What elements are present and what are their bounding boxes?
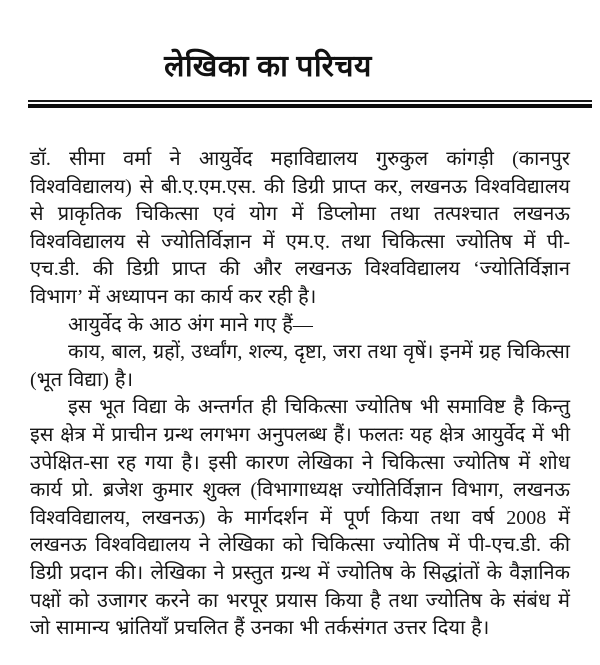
title-rule (28, 100, 592, 108)
document-body (30, 146, 570, 643)
paragraph-ayurveda-angas-list: काय, बाल, ग्रहों, उर्ध्वांग, शल्य, दृष्टा, जरा तथा वृषें। इनमें ग्रह चिकित्सा (भूत विद्या) है। (30, 341, 570, 391)
page-title: लेखिका का परिचय (164, 50, 372, 83)
paragraph-author-intro: डॉ. सीमा वर्मा ने आयुर्वेद महाविद्यालय गुरुकुल कांगड़ी (कानपुर विश्वविद्यालय) से बी.ए.एम.एस. की डिग्री प्राप्त कर, लखनऊ विश्वविद्यालय से प्राकृतिक चिकित्सा एवं योग में डिप्लोमा तथा तत्पश्चात लखनऊ विश्वविद्यालय से ज्योतिर्विज्ञान में एम.ए. तथा चिकित्सा ज्योतिष में पी-एच.डी. की डिग्री प्राप्त की और लखनऊ विश्वविद्यालय ‘ज्योतिर्विज्ञान विभाग’ में अध्यापन का कार्य कर रही है। (30, 148, 570, 308)
paragraph-ayurveda-angas-lead: आयुर्वेद के आठ अंग माने गए हैं— (68, 313, 313, 336)
paragraph-research-and-book: इस भूत विद्या के अन्तर्गत ही चिकित्सा ज्योतिष भी समाविष्ट है किन्तु इस क्षेत्र में प्राचीन ग्रन्थ लगभग अनुपलब्ध हैं। फलतः यह क्षेत्र आयुर्वेद में भी उपेक्षित-सा रह गया है। इसी कारण लेखिका ने चिकित्सा ज्योतिष में शोध कार्य प्रो. ब्रजेश कुमार शुक्ल (विभागाध्यक्ष ज्योतिर्विज्ञान विभाग, लखनऊ विश्वविद्यालय, लखनऊ) के मार्गदर्शन में पूर्ण किया तथा वर्ष 2008 में लखनऊ विश्वविद्यालय ने लेखिका को चिकित्सा ज्योतिष में पी-एच.डी. की डिग्री प्रदान की। लेखिका ने प्रस्तुत ग्रन्थ में ज्योतिष के सिद्धांतों के वैज्ञानिक पक्षों को उजागर करने का भरपूर प्रयास किया है तथा ज्योतिष के संबंध में जो सामान्य भ्रांतियाँ प्रचलित हैं उनका भी तर्कसंगत उत्तर दिया है। (30, 396, 570, 640)
title-rule-thick-line (28, 104, 592, 108)
title-rule-thin-line (28, 100, 592, 102)
